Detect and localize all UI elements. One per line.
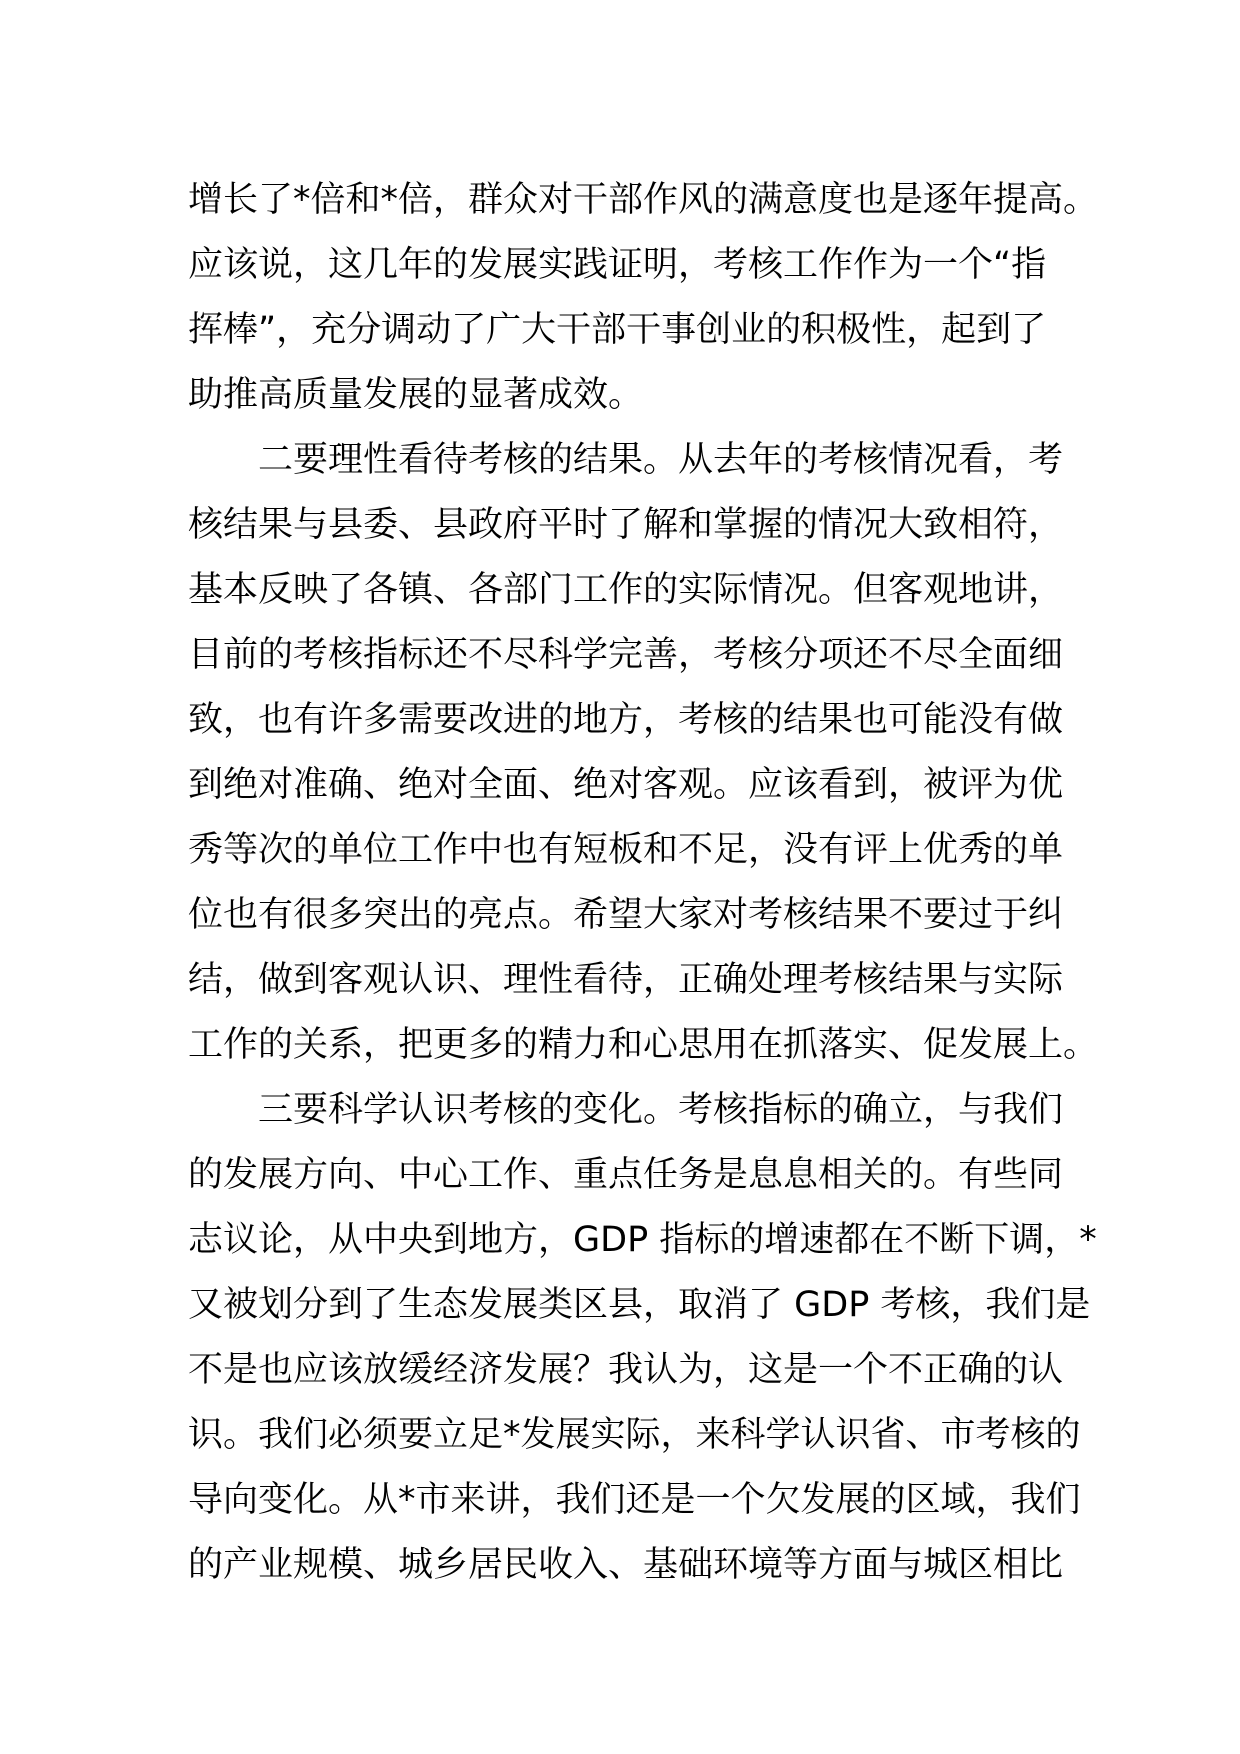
text-line-16: 的发展方向、中心工作、重点任务是息息相关的。有些同 xyxy=(188,1155,1064,1195)
text-line-11: 秀等次的单位工作中也有短板和不足，没有评上优秀的单 xyxy=(188,830,1064,870)
text-line-4: 助推高质量发展的显著成效。 xyxy=(188,375,644,415)
text-line-18: 又被划分到了生态发展类区县，取消了 GDP 考核，我们是 xyxy=(188,1285,1091,1325)
text-line-7: 基本反映了各镇、各部门工作的实际情况。但客观地讲， xyxy=(188,570,1064,610)
text-line-8: 目前的考核指标还不尽科学完善，考核分项还不尽全面细 xyxy=(188,635,1064,675)
document-body xyxy=(188,168,1099,1598)
text-line-10: 到绝对准确、绝对全面、绝对客观。应该看到，被评为优 xyxy=(188,765,1064,805)
text-line-3: 挥棒”，充分调动了广大干部干事创业的积极性，起到了 xyxy=(188,310,1047,350)
text-line-2: 应该说，这几年的发展实践证明，考核工作作为一个“指 xyxy=(188,245,1047,285)
text-line-22: 的产业规模、城乡居民收入、基础环境等方面与城区相比 xyxy=(188,1545,1064,1585)
text-line-6: 核结果与县委、县政府平时了解和掌握的情况大致相符， xyxy=(188,505,1064,545)
text-line-17: 志议论，从中央到地方，GDP 指标的增速都在不断下调，* xyxy=(188,1220,1097,1260)
text-line-12: 位也有很多突出的亮点。希望大家对考核结果不要过于纠 xyxy=(188,895,1064,935)
text-line-9: 致，也有许多需要改进的地方，考核的结果也可能没有做 xyxy=(188,700,1064,740)
text-line-21: 导向变化。从*市来讲，我们还是一个欠发展的区域，我们 xyxy=(188,1480,1081,1520)
text-line-1: 增长了*倍和*倍，群众对干部作风的满意度也是逐年提高。 xyxy=(188,180,1099,220)
paragraph-2-start-line: 二要理性看待考核的结果。从去年的考核情况看，考 xyxy=(258,440,1064,480)
paragraph-3-start-line: 三要科学认识考核的变化。考核指标的确立，与我们 xyxy=(258,1090,1064,1130)
text-line-19: 不是也应该放缓经济发展？我认为，这是一个不正确的认 xyxy=(188,1350,1064,1390)
text-line-20: 识。我们必须要立足*发展实际，来科学认识省、市考核的 xyxy=(188,1415,1081,1455)
text-line-13: 结，做到客观认识、理性看待，正确处理考核结果与实际 xyxy=(188,960,1064,1000)
text-line-14: 工作的关系，把更多的精力和心思用在抓落实、促发展上。 xyxy=(188,1025,1099,1065)
